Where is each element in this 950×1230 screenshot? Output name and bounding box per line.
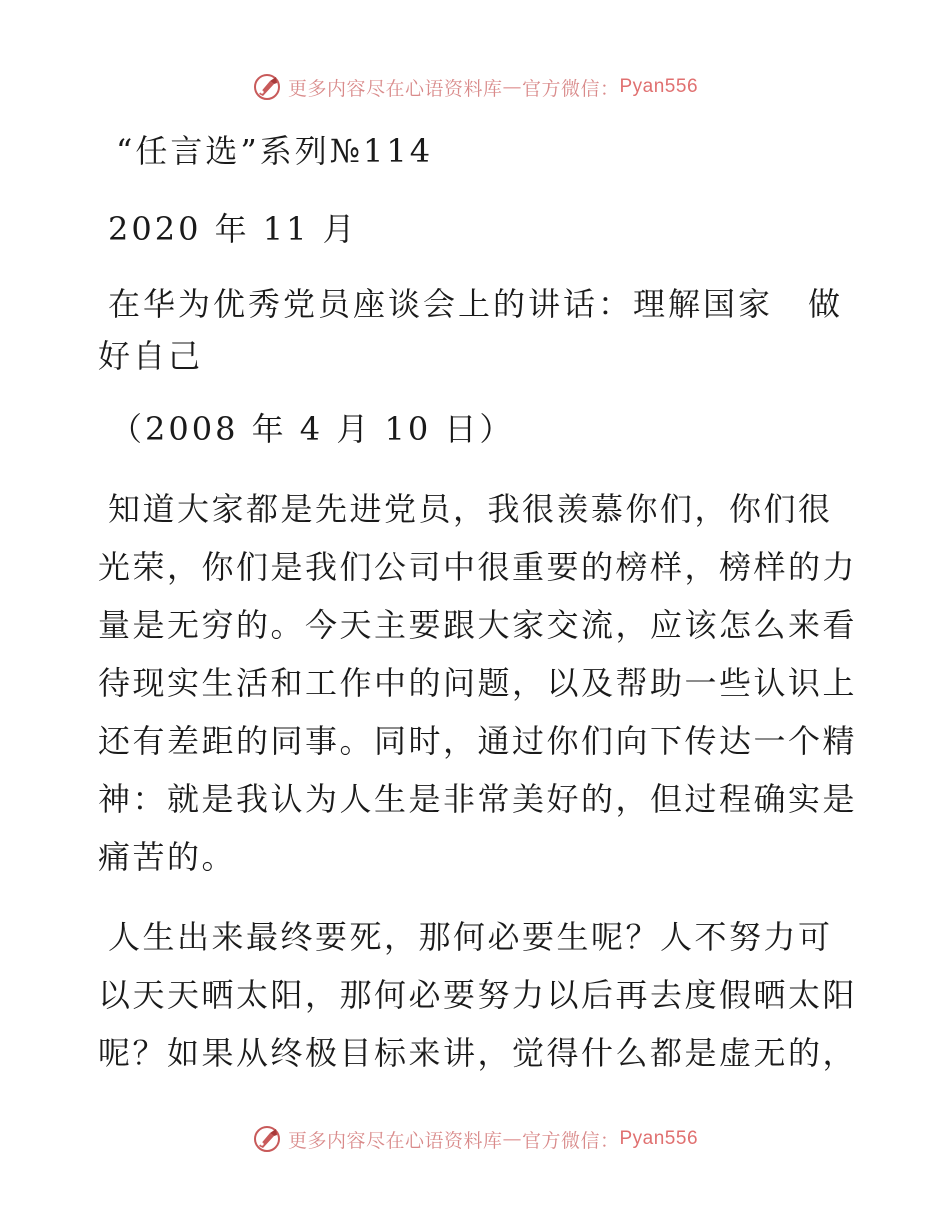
watermark-text: 更多内容尽在心语资料库 (287, 77, 503, 100)
watermark-wechat-label: 官方微信： (521, 77, 620, 100)
paragraph-1 (98, 480, 858, 886)
paragraph-line: 还有差距的同事。同时，通过你们向下传达一个精 (98, 722, 858, 760)
pen-nib-logo-icon (252, 72, 282, 102)
document-date: 2020 年 11 月 (108, 210, 358, 248)
paragraph-line: 神：就是我认为人生是非常美好的，但过程确实是 (98, 780, 858, 818)
watermark-dash: — (502, 1128, 522, 1150)
paragraph-line: 量是无穷的。今天主要跟大家交流，应该怎么来看 (98, 606, 858, 644)
headline-line-1: 在华为优秀党员座谈会上的讲话：理解国家 做 (108, 285, 844, 323)
series-title: “任言选”系列№114 (116, 132, 434, 170)
pen-nib-logo-icon (252, 1124, 282, 1154)
paragraph-line: 以天天晒太阳，那何必要努力以后再去度假晒太阳 (98, 976, 858, 1014)
paragraph-line: 知道大家都是先进党员，我很羡慕你们，你们很 (108, 490, 833, 528)
speech-headline (98, 278, 858, 382)
watermark-banner-top (0, 72, 950, 102)
watermark-dash: — (502, 76, 522, 98)
watermark-banner-bottom (0, 1124, 950, 1154)
paragraph-line: 呢？如果从终极目标来讲，觉得什么都是虚无的， (98, 1034, 858, 1072)
watermark-wechat-id: Pyan556 (619, 76, 699, 97)
watermark-text: 更多内容尽在心语资料库 (287, 1129, 503, 1152)
watermark-wechat-label: 官方微信： (521, 1129, 620, 1152)
speech-date: （2008 年 4 月 10 日） (110, 410, 515, 448)
paragraph-line: 痛苦的。 (98, 838, 237, 876)
headline-line-2: 好自己 (98, 337, 204, 375)
paragraph-line: 光荣，你们是我们公司中很重要的榜样，榜样的力 (98, 548, 858, 586)
paragraph-line: 待现实生活和工作中的问题，以及帮助一些认识上 (98, 664, 858, 702)
paragraph-line: 人生出来最终要死，那何必要生呢？人不努力可 (108, 918, 833, 956)
document-body (98, 122, 858, 1082)
watermark-wechat-id: Pyan556 (619, 1128, 699, 1149)
paragraph-2 (98, 908, 858, 1082)
